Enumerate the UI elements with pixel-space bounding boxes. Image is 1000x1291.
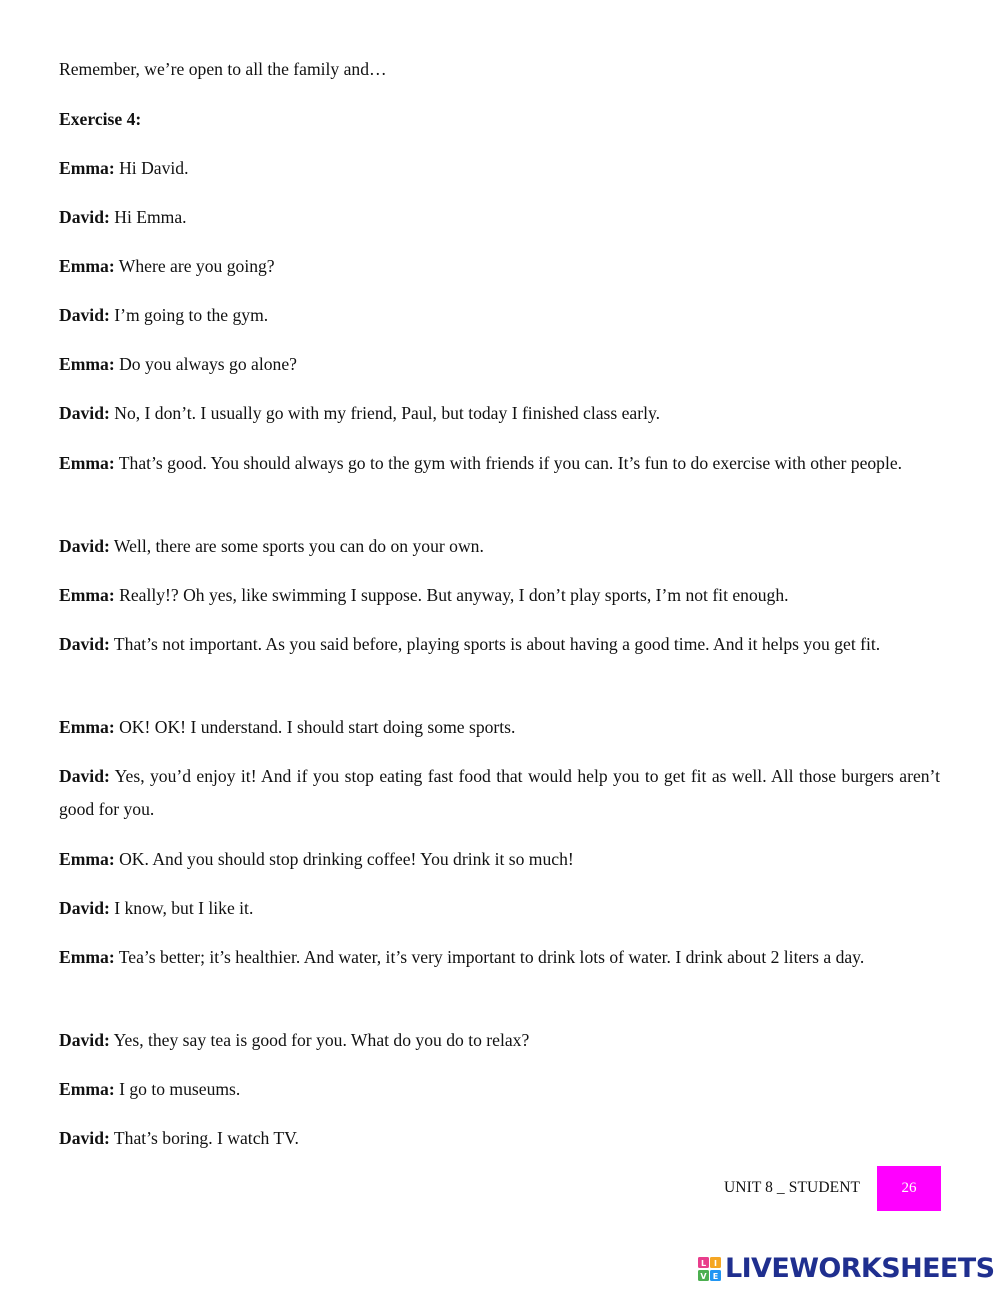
dialogue-line xyxy=(59,628,940,661)
speaker-name: David: xyxy=(59,1030,110,1050)
dialogue-line xyxy=(59,152,940,185)
dialogue-line xyxy=(59,447,940,480)
brand-name: LIVEWORKSHEETS xyxy=(725,1253,995,1284)
speaker-name: David: xyxy=(59,305,110,325)
exercise-heading xyxy=(59,103,940,136)
svg-text:V: V xyxy=(700,1272,707,1281)
speaker-name: Emma: xyxy=(59,947,115,967)
dialogue-text: Yes, they say tea is good for you. What do you do to relax? xyxy=(109,1030,530,1050)
speaker-name: David: xyxy=(59,1128,110,1148)
dialogue-line xyxy=(59,299,940,332)
dialogue-text: Yes, you’d enjoy it! And if you stop eating fast food that would help you to get fit as well. All those burgers aren’t good for you. xyxy=(59,766,940,819)
dialogue-line xyxy=(59,760,940,826)
liveworksheets-logo-icon xyxy=(698,1256,722,1282)
dialogue-line xyxy=(59,892,940,925)
speaker-name: Emma: xyxy=(59,717,115,737)
svg-text:E: E xyxy=(712,1272,719,1281)
speaker-name: Emma: xyxy=(59,256,115,276)
speaker-name: David: xyxy=(59,536,110,556)
speaker-name: David: xyxy=(59,207,110,227)
dialogue-line xyxy=(59,201,940,234)
dialogue-line xyxy=(59,1024,940,1057)
dialogue-line xyxy=(59,397,940,430)
dialogue-line xyxy=(59,1073,940,1106)
dialogue-text: Well, there are some sports you can do on your own. xyxy=(109,536,484,556)
dialogue-text: Where are you going? xyxy=(114,256,275,276)
speaker-name: David: xyxy=(59,898,110,918)
exercise-heading-text: Exercise 4: xyxy=(59,109,142,129)
speaker-name: Emma: xyxy=(59,1079,115,1099)
dialogue-text: Really!? Oh yes, like swimming I suppose. But anyway, I don’t play sports, I’m not fit enough. xyxy=(114,585,789,605)
speaker-name: Emma: xyxy=(59,849,115,869)
page-number-badge: 26 xyxy=(877,1166,941,1211)
dialogue-line xyxy=(59,250,940,283)
dialogue-text: Tea’s better; it’s healthier. And water, it’s very important to drink lots of water. I drink about 2 liters a day. xyxy=(114,947,865,967)
dialogue-text: I know, but I like it. xyxy=(109,898,254,918)
speaker-name: Emma: xyxy=(59,354,115,374)
dialogue-text: Hi Emma. xyxy=(109,207,187,227)
speaker-name: Emma: xyxy=(59,158,115,178)
speaker-name: Emma: xyxy=(59,585,115,605)
dialogue-text: That’s good. You should always go to the gym with friends if you can. It’s fun to do exercise with other people. xyxy=(114,453,903,473)
dialogue-text: OK. And you should stop drinking coffee! You drink it so much! xyxy=(114,849,574,869)
dialogue-line xyxy=(59,348,940,381)
dialogue-line xyxy=(59,1122,940,1155)
liveworksheets-brand[interactable] xyxy=(698,1254,994,1284)
dialogue-text: OK! OK! I understand. I should start doing some sports. xyxy=(114,717,516,737)
footer-unit-label: UNIT 8 _ STUDENT xyxy=(724,1179,861,1196)
intro-text: Remember, we’re open to all the family and… xyxy=(59,59,387,79)
dialogue-line xyxy=(59,530,940,563)
dialogue-line xyxy=(59,843,940,876)
intro-line xyxy=(59,53,940,86)
dialogue-text: Hi David. xyxy=(114,158,189,178)
svg-text:I: I xyxy=(714,1259,717,1268)
dialogue-line xyxy=(59,941,940,974)
speaker-name: David: xyxy=(59,403,110,423)
speaker-name: David: xyxy=(59,766,110,786)
dialogue-line xyxy=(59,711,940,744)
dialogue-text: Do you always go alone? xyxy=(114,354,297,374)
dialogue-text: I’m going to the gym. xyxy=(109,305,269,325)
speaker-name: David: xyxy=(59,634,110,654)
dialogue-text: That’s boring. I watch TV. xyxy=(109,1128,299,1148)
dialogue-text: That’s not important. As you said before, playing sports is about having a good time. And it helps you get fit. xyxy=(109,634,881,654)
svg-text:L: L xyxy=(700,1259,707,1268)
dialogue-line xyxy=(59,579,940,612)
dialogue-text: I go to museums. xyxy=(114,1079,241,1099)
speaker-name: Emma: xyxy=(59,453,115,473)
dialogue-text: No, I don’t. I usually go with my friend, Paul, but today I finished class early. xyxy=(109,403,661,423)
